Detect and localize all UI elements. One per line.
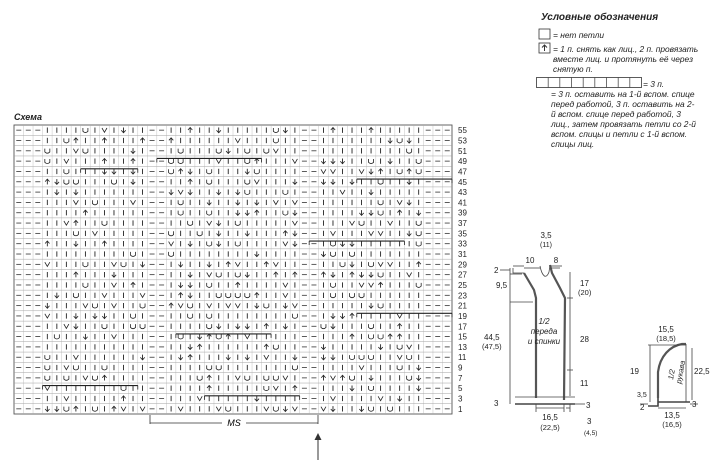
total-height-label: 44,5 [484,333,500,342]
armhole-left-label: 9,5 [496,281,508,290]
schema-title: Схема [14,112,42,122]
bottom-side-alt-label: (4,5) [584,430,598,437]
sleeve-cap-label: 22,5 [694,367,710,376]
shoulder-drop-label: 2 [494,266,499,275]
row-number: 37 [458,219,467,229]
row-number: 25 [458,280,467,290]
armhole-right-label: 17 [580,279,589,288]
row-number: 17 [458,322,467,332]
row-number: 43 [458,188,467,198]
bottom-side-label: 3 [587,417,592,426]
bottom-width-label: 16,5 [542,413,558,422]
total-height-alt-label: (47,5) [482,342,502,351]
row-number: 21 [458,301,467,311]
repeat-label: MS [227,418,241,428]
body-pattern [480,228,720,463]
row-number: 19 [458,311,467,321]
row-number: 51 [458,146,467,156]
row-number: 13 [458,342,467,352]
sleeve-hem-left-label: 3,5 [637,392,647,399]
sleeve-top-width-alt-label: (18,5) [656,334,676,343]
row-number: 41 [458,198,467,208]
row-number: 27 [458,270,467,280]
sleeve-hem-right-label: 3 [692,400,697,409]
neck-width-alt-label: (11) [540,242,552,249]
hem-left-label: 3 [494,399,499,408]
sleeve-center-label-1: 1/2 [666,368,677,381]
side-lower-label: 11 [580,379,589,388]
sleeve-center-label-2: рукава [674,359,688,385]
row-number: 11 [458,353,467,363]
row-number: 1 [458,404,463,414]
row-number: 35 [458,229,467,239]
neck-width-label: 3,5 [540,231,552,240]
legend-title: Условные обозначения [541,12,659,23]
sleeve-bottom-side-label: 2 [640,403,645,412]
row-number: 29 [458,260,467,270]
neck-right-label: 8 [553,256,559,265]
body-center-label-2: переда [530,327,558,336]
legend-item-no-stitch: = нет петли [553,30,605,40]
row-number: 33 [458,239,467,249]
row-number: 53 [458,136,467,146]
legend-item-cable-lead: = 3 п. [643,79,665,89]
body-center-label-3: и спинки [527,337,561,346]
bottom-width-alt-label: (22,5) [540,423,560,432]
row-number: 23 [458,291,467,301]
row-number: 45 [458,177,467,187]
row-number: 7 [458,373,463,383]
row-number: 9 [458,363,463,373]
row-number: 15 [458,332,467,342]
row-number: 55 [458,126,467,136]
repeat-marker [150,415,322,460]
row-number: 39 [458,208,467,218]
sleeve-bottom-width-label: 13,5 [664,411,680,420]
sleeve-bottom-width-alt-label: (16,5) [662,420,682,429]
row-number: 47 [458,167,467,177]
body-center-label-1: 1/2 [538,317,550,326]
armhole-right-alt-label: (20) [578,288,592,297]
row-number: 5 [458,384,463,394]
chart-grid [14,125,452,414]
legend-item-cable: = 3 п. оставить на 1-й вспом. спице перед работой, 3 п. оставить на 2-й вспом. спице перед работой, 3 лиц., затем провязать петли со 2-й вспом. спицы и петли с 1-й вспом. спицы лиц. [551,89,696,149]
sleeve-top-width-label: 15,5 [658,325,674,334]
neck-left-label: 10 [525,256,535,265]
side-upper-label: 28 [580,335,589,344]
legend-item-decrease: = 1 п. снять как лиц., 2 п. провязать вместе лиц. и протянуть её через снятую п. [553,44,699,74]
row-number: 31 [458,250,467,260]
row-number: 3 [458,394,463,404]
sleeve-height-label: 19 [630,367,639,376]
hem-right-label: 3 [586,401,591,410]
row-number: 49 [458,157,467,167]
row-numbers [458,126,467,414]
